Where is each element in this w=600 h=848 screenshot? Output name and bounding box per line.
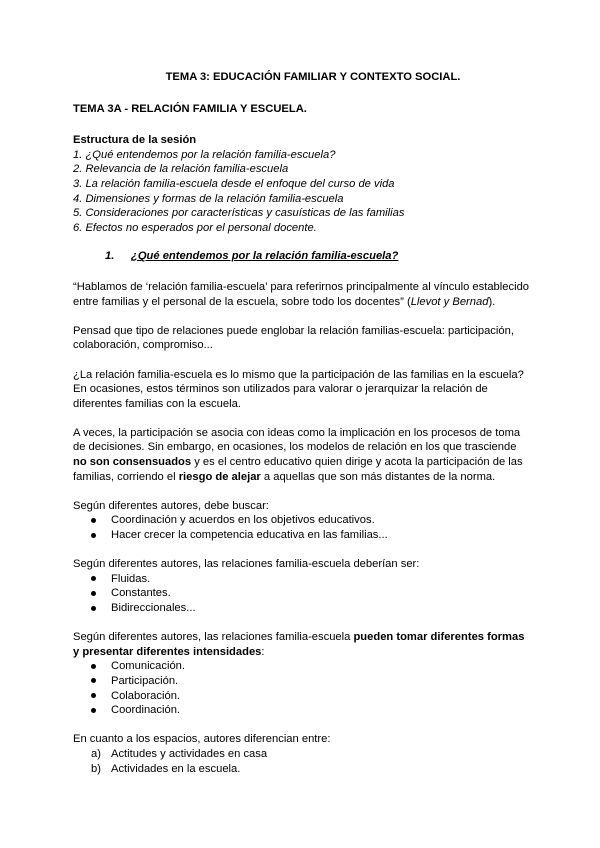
structure-item: 2. Relevancia de la relación familia-escuela xyxy=(73,163,289,176)
paragraph-participation-question: ¿La relación familia-escuela es lo mismo que la participación de las familias en la escuela? En ocasiones, estos términos son utilizados para valorar o jerarquizar la relación de diferentes familias con la escuela. xyxy=(73,368,524,410)
section-1-heading xyxy=(105,249,533,264)
bullet-icon xyxy=(91,708,96,713)
list-item-text: Coordinación y acuerdos en los objetivos educativos. xyxy=(111,514,375,527)
list-item-text: Colaboración. xyxy=(111,689,181,702)
paragraph-forms xyxy=(73,630,533,659)
paragraph-text: A veces, la participación se asocia con ideas como la implicación en los procesos de toma de decisiones. Sin embargo, en ocasiones, los modelos de relación en los que trasciende xyxy=(73,426,521,454)
citation: Llevot y Bernad xyxy=(410,295,489,308)
paragraph-text: “Hablamos de ‘relación familia-escuela’ para referirnos principalmente al vínculo establecido entre familias y el personal de la escuela, sobre todo los docentes” ( xyxy=(73,280,530,308)
document-body xyxy=(73,70,533,776)
paragraph-definition xyxy=(73,280,533,309)
list-item xyxy=(91,586,533,601)
emphasis: pueden tomar diferentes formas y presentar diferentes intensidades xyxy=(73,631,525,658)
list-item-text: Constantes. xyxy=(111,587,171,600)
list-item xyxy=(91,601,533,616)
emphasis: no son consensuados xyxy=(73,456,192,469)
paragraph-text: a aquellas que son más distantes de la norma. xyxy=(260,470,496,483)
bullet-list-seek xyxy=(73,513,533,542)
list-item xyxy=(91,689,533,704)
list-item xyxy=(91,572,533,587)
alpha-list-spaces xyxy=(73,747,533,776)
bullet-icon xyxy=(91,664,96,669)
list-item-text: Hacer crecer la competencia educativa en las familias... xyxy=(111,529,388,542)
document-title: TEMA 3: EDUCACIÓN FAMILIAR Y CONTEXTO SOCIAL. xyxy=(165,71,461,83)
paragraph-should-be: Según diferentes autores, las relaciones familia-escuela deberían ser: xyxy=(73,558,420,571)
structure-list xyxy=(73,148,533,236)
list-item-text: Coordinación. xyxy=(111,704,181,717)
list-item-text: Bidireccionales... xyxy=(111,602,196,614)
list-item xyxy=(91,747,533,762)
list-item xyxy=(91,528,533,543)
list-item xyxy=(91,762,533,777)
bullet-icon xyxy=(91,678,96,683)
paragraph-should-seek: Según diferentes autores, debe buscar: xyxy=(73,499,269,512)
list-item xyxy=(91,703,533,718)
structure-item: 5. Consideraciones por características y casuísticas de las familias xyxy=(73,207,405,220)
paragraph-text: ). xyxy=(488,295,496,308)
bullet-icon xyxy=(91,518,96,523)
paragraph-relations: Pensad que tipo de relaciones puede englobar la relación familias-escuela: participación, colaboración, compromiso... xyxy=(73,324,514,352)
list-marker: b) xyxy=(91,762,101,775)
list-item xyxy=(91,513,533,528)
structure-heading: Estructura de la sesión xyxy=(73,134,197,147)
section-title: ¿Qué entendemos por la relación familia-escuela? xyxy=(131,250,399,263)
structure-item: 3. La relación familia-escuela desde el enfoque del curso de vida xyxy=(73,177,395,190)
paragraph-text: y es el centro educativo quien dirige y acota la participación de las familias, corriendo el xyxy=(73,456,523,483)
paragraph-spaces: En cuanto a los espacios, autores diferencian entre: xyxy=(73,733,331,746)
bullet-icon xyxy=(91,533,96,538)
list-item-text: Actividades en la escuela. xyxy=(111,762,241,775)
emphasis: riesgo de alejar xyxy=(178,470,261,483)
list-item-text: Comunicación. xyxy=(111,660,185,673)
structure-item: 4. Dimensiones y formas de la relación familia-escuela xyxy=(73,192,344,205)
paragraph-participation-risk xyxy=(73,426,533,484)
paragraph-text: : xyxy=(261,645,265,658)
bullet-icon xyxy=(91,606,96,611)
bullet-list-forms xyxy=(73,659,533,717)
bullet-icon xyxy=(91,591,96,596)
bullet-icon xyxy=(91,693,96,698)
list-item-text: Actitudes y actividades en casa xyxy=(111,747,268,760)
list-item xyxy=(91,674,533,689)
structure-item: 6. Efectos no esperados por el personal docente. xyxy=(73,221,317,234)
section-number: 1. xyxy=(105,250,115,263)
paragraph-text: Según diferentes autores, las relaciones familia-escuela xyxy=(73,631,354,644)
list-item xyxy=(91,659,533,674)
document-subtitle: TEMA 3A - RELACIÓN FAMILIA Y ESCUELA. xyxy=(73,102,307,115)
structure-item: 1. ¿Qué entendemos por la relación familia-escuela? xyxy=(73,148,336,161)
bullet-icon xyxy=(91,576,96,581)
bullet-list-should-be xyxy=(73,572,533,616)
list-marker: a) xyxy=(91,747,101,760)
list-item-text: Fluidas. xyxy=(111,572,151,585)
list-item-text: Participación. xyxy=(111,674,179,687)
